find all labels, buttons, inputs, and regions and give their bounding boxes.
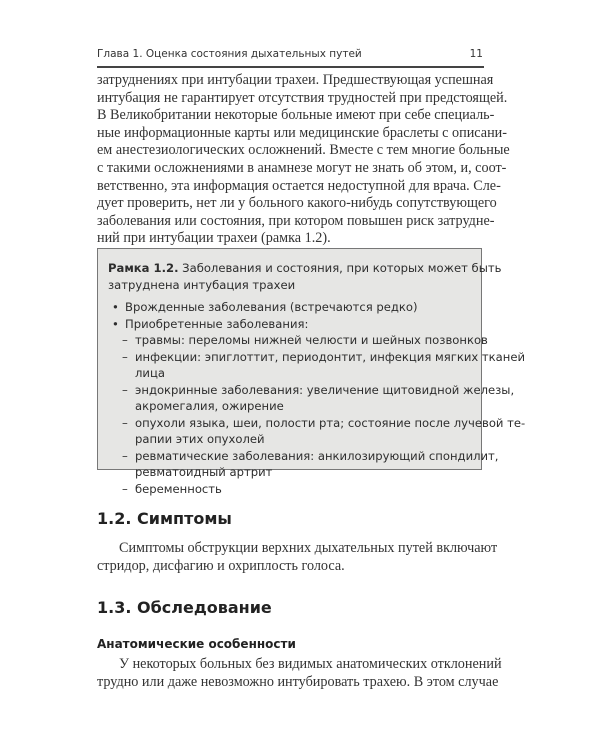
text-line: с такими осложнениями в анамнезе могут не знать об этом, и, соот- [97,159,507,176]
dash-icon: – [122,448,128,463]
running-header [97,48,483,60]
dash-icon: – [122,382,128,397]
sub-item-cont: ревматоидный артрит [135,465,273,479]
intro-paragraph [97,72,510,248]
sub-item [108,415,526,432]
item-text: ревматические заболевания: анкилозирующий спондилит, [135,448,499,463]
text-line: ем анестезиологических осложнений. Вместе с тем многие больные [97,142,510,159]
text-line: трудно или даже невозможно интубировать трахею. В этом случае [97,673,499,690]
dash-icon: – [122,481,128,496]
sub-item-cont: лица [135,366,165,380]
text-line: ветственно, эта информация остается недоступной для врача. Сле- [97,177,501,194]
text-line: заболевания или состояния, при котором повышен риск затрудне- [97,212,495,229]
examination-paragraph [97,656,502,691]
text-line: ные информационные карты или медицинские браслеты с описани- [97,124,507,141]
box-label: Рамка 1.2. [108,261,179,275]
page-number: 11 [469,48,483,60]
header-rule [97,66,484,68]
text-line: затруднениях при интубации трахеи. Предшествующая успешная [97,72,494,88]
sub-item [108,349,526,366]
item-text: травмы: переломы нижней челюсти и шейных позвонков [135,333,488,347]
text-line: стридор, дисфагию и охриплость голоса. [97,557,345,574]
text-line: У некоторых больных без видимых анатомических отклонений [119,656,502,672]
text-line: В Великобритании некоторые больные имеют при себе специаль- [97,107,495,124]
item-text: инфекции: эпиглоттит, периодонтит, инфекция мягких тканей [135,349,526,364]
sidebar-box-1-2 [97,248,526,496]
item-text: Приобретенные заболевания: [125,316,309,331]
item-text: беременность [135,481,222,496]
section-heading-1-2: 1.2. Симптомы [97,509,232,528]
dash-icon: – [122,349,128,364]
box-title-text: Заболевания и состояния, при которых может быть [178,261,502,275]
section-heading-1-3: 1.3. Обследование [97,598,272,617]
item-text: опухоли языка, шеи, полости рта; состояние после лучевой те- [135,415,526,430]
bullet-icon: • [112,316,119,331]
sub-item [108,481,471,498]
dash-icon: – [122,415,128,430]
chapter-title: Глава 1. Оценка состояния дыхательных путей [97,48,362,60]
sub-item [108,332,488,349]
text-line: дует проверить, нет ли у больного какого-нибудь сопутствующего [97,195,497,212]
bullet-icon: • [112,300,119,314]
text-line: Симптомы обструкции верхних дыхательных путей включают [119,540,498,556]
item-text: Врожденные заболевания (встречаются редко) [125,300,418,314]
item-text: эндокринные заболевания: увеличение щитовидной железы, [135,382,515,397]
text-line: ний при интубации трахеи (рамка 1.2). [97,230,331,247]
text-line: интубация не гарантирует отсутствия трудностей при предстоящей. [97,89,508,106]
subsection-heading: Анатомические особенности [97,637,296,651]
sub-item [108,448,499,465]
box-title [108,260,502,277]
list-item [108,299,471,316]
sub-item-cont: рапии этих опухолей [135,432,265,446]
sub-item [108,382,515,399]
sub-item-cont: акромегалия, ожирение [135,399,284,413]
box-title-cont: затруднена интубация трахеи [108,277,296,292]
symptoms-paragraph [97,540,498,575]
dash-icon: – [122,333,128,347]
list-item [108,316,471,333]
